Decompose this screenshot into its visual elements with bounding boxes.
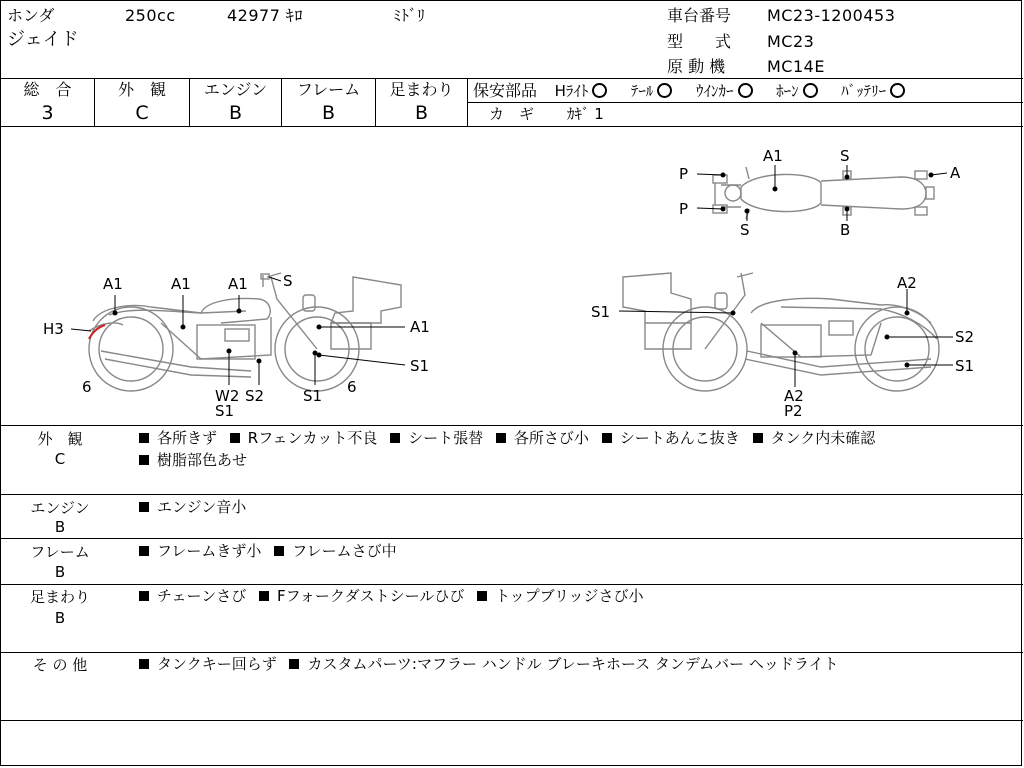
label-left-6-rear: 6 [82,378,92,396]
note-item: チェーンさび [157,587,247,605]
note-items-frame [139,540,397,562]
label-top-s2: S [740,221,750,239]
note-grade-exterior: C [54,450,66,468]
note-grade-frame: B [54,563,66,581]
label-left-a1-front: A1 [410,318,430,336]
rating-value-engine: B [228,102,243,124]
label-left-s1: S1 [303,387,323,405]
safety-parts-row [473,82,905,100]
ok-circle-icon [738,83,753,98]
ok-circle-icon [890,83,905,98]
label-right-p2: P2 [784,402,803,420]
note-label-engine: エンジン [30,499,90,517]
ok-circle-icon [592,83,607,98]
label-top-s: S [840,147,850,165]
key-label: カ ギ [489,105,535,123]
note-item: タンク内未確認 [770,429,876,447]
label-right-a2-under: A2 [784,387,804,405]
rating-label-overall: 総 合 [23,80,72,99]
note-item: タンクキー回らず [157,655,277,673]
rating-label-exterior: 外 観 [117,80,166,99]
label-top-a1: A1 [763,147,783,165]
label-top-p2: P [679,200,689,218]
engine-value: MC14E [767,57,825,76]
note-items-exterior-line2 [139,449,247,471]
type-value: MC23 [767,32,815,51]
safety-item-tail: ﾃｰﾙ [630,82,654,100]
label-left-s1-under: S1 [215,402,235,420]
divider [1,494,1023,495]
note-grade-engine: B [54,518,66,536]
note-grade-suspension: B [54,609,66,627]
note-label-other: そ の 他 [32,656,88,674]
label-left-a1-seat: A1 [171,275,191,293]
rating-label-frame: フレーム [296,80,361,99]
note-item: 樹脂部色あせ [157,451,248,469]
note-item: シートあんこ抜き [619,429,740,447]
displacement: 250cc [125,6,176,25]
ok-circle-icon [803,83,818,98]
label-left-6-front: 6 [347,378,357,396]
model-name: ジェイド [7,29,79,50]
key-value: ｶｷﾞ 1 [567,105,604,123]
note-item: カスタムパーツ:マフラー ハンドル ブレーキホース タンデムバー ヘッドライト [307,655,839,673]
safety-item-winker: ｳｲﾝｶｰ [696,82,734,100]
chassis-value: MC23-1200453 [767,6,896,25]
type-label: 型 式 [667,32,732,51]
label-left-w2: W2 [215,387,240,405]
rating-value-suspension: B [414,102,429,124]
note-item: Fフォークダストシールひび [277,587,465,605]
label-top-a: A [950,164,961,182]
note-item: Rフェンカット不良 [247,429,378,447]
divider [1,538,1023,539]
mileage: 42977 ｷﾛ [227,6,303,25]
safety-item-horn: ﾎｰﾝ [776,82,799,100]
note-item: エンジン音小 [157,498,247,516]
label-right-s1: S1 [591,303,611,321]
maker: ホンダ [7,6,55,25]
label-right-s1-rear: S1 [955,357,975,375]
rating-label-suspension: 足まわり [389,80,454,99]
label-left-a1-fender: A1 [103,275,123,293]
note-label-exterior: 外 観 [37,430,83,448]
divider [1,720,1023,721]
note-items-other [139,653,838,675]
safety-item-battery: ﾊﾞｯﾃﾘｰ [841,82,887,100]
note-item: 各所さび小 [513,429,589,447]
note-item: 各所きず [157,429,218,447]
divider [1,78,1023,79]
note-item: フレームさび中 [292,542,397,560]
label-left-a1-tank: A1 [228,275,248,293]
label-left-h3: H3 [43,320,64,338]
note-items-exterior [139,427,875,449]
rating-label-engine: エンジン [203,80,268,99]
engine-label: 原 動 機 [667,57,726,76]
label-left-s2: S2 [245,387,265,405]
label-top-b: B [840,221,851,239]
note-label-suspension: 足まわり [29,588,90,606]
chassis-label: 車台番号 [667,6,732,25]
note-item: トップブリッジさび小 [495,587,644,605]
safety-label: 保安部品 [473,81,538,100]
color: ﾐﾄﾞﾘ [393,6,426,25]
motorcycle-right-view [623,273,939,391]
rating-value-exterior: C [135,102,149,124]
ok-circle-icon [657,83,672,98]
rating-value-frame: B [321,102,336,124]
note-item: シート張替 [408,429,484,447]
damage-diagram [1,127,1023,425]
safety-item-headlight: Hﾗｲﾄ [554,82,589,100]
rating-value-overall: 3 [41,102,54,124]
label-left-s1-front: S1 [410,357,430,375]
note-items-engine [139,496,246,518]
divider [467,102,1023,103]
note-item: フレームきず小 [157,542,262,560]
label-right-s2: S2 [955,328,975,346]
note-label-frame: フレーム [30,543,90,561]
label-top-p1: P [679,165,689,183]
label-left-s: S [283,272,293,290]
divider [1,425,1023,426]
note-items-suspension [139,585,643,607]
label-right-a2: A2 [897,274,917,292]
